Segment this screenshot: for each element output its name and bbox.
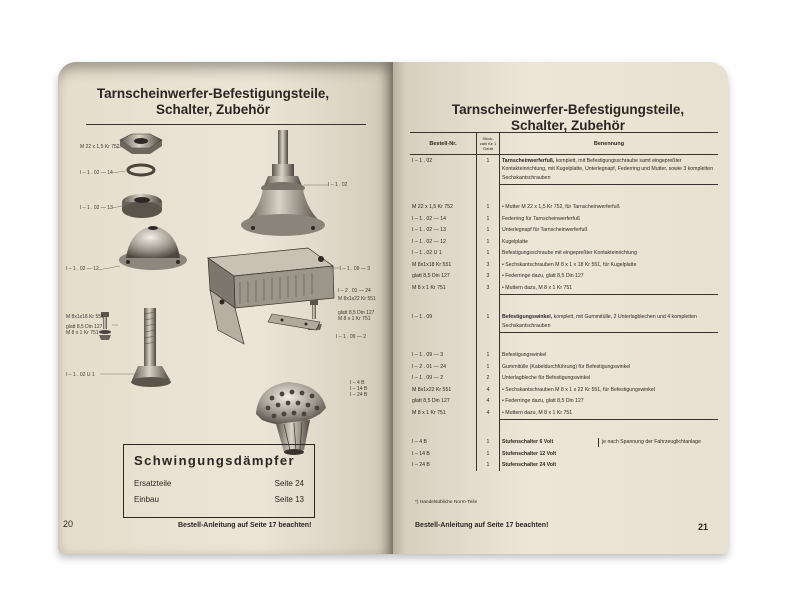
label-screw-a: M 8x1x18 Kr 551 — [66, 314, 104, 320]
label-1-09-2: I – 1 . 09 — 2 — [336, 334, 367, 340]
row-description — [500, 259, 719, 271]
switch-row — [410, 448, 718, 460]
row-description-bold: Befestigungswinkel, — [502, 314, 553, 320]
right-title-line2: Schalter, Zubehör — [510, 118, 626, 133]
table-spacer — [410, 332, 718, 350]
hex-nut-icon — [120, 134, 162, 154]
row-quantity: 4 — [477, 396, 500, 408]
row-quantity: 1 — [477, 213, 500, 225]
table-row — [410, 282, 718, 294]
row-order-number: I – 1 . 09 — 3 — [412, 352, 444, 358]
row-description-text: Befestigungsschraube mit eingepreßter Kontakteinrichtung — [502, 250, 637, 256]
spacer-cell — [410, 184, 477, 202]
label-1-09-3: I – 1 . 09 — 3 — [340, 266, 371, 272]
row-description-text: • Muttern dazu, M 8 x 1 Kr 751 — [502, 284, 573, 291]
table-row — [410, 312, 718, 333]
switch-description — [500, 460, 719, 472]
table-row — [410, 407, 718, 419]
parts-table — [410, 132, 718, 471]
table-row — [410, 384, 718, 396]
table-row — [410, 271, 718, 283]
row-quantity: 2 — [477, 373, 500, 385]
row-order-number: M 8 x 1 Kr 751 — [412, 284, 446, 291]
header-quantity: Stück-zahl für 1 Gerät — [477, 133, 500, 155]
row-description — [500, 312, 719, 333]
right-page — [393, 62, 728, 554]
table-row — [410, 396, 718, 408]
right-page-title — [438, 102, 698, 134]
row-description — [500, 271, 719, 283]
row-quantity: 1 — [477, 202, 500, 214]
row-description-text: Unterlagbleche für Befestigungswinkel — [502, 375, 591, 381]
row-quantity: 3 — [477, 271, 500, 283]
table-row — [410, 350, 718, 362]
row-order-number: M 8x1x18 Kr 551 — [412, 261, 452, 268]
label-switch-24b: I – 24 B — [350, 392, 368, 398]
row-description-text: komplett, mit Befestigungsschraube samt eingepreßter Kontakteinrichtung, mit Kugelplatte, Unterlegnapf, Federring und Mutter, sowie 3 kompletten Sechskantschrauben — [502, 157, 714, 181]
table-spacer — [410, 184, 718, 202]
label-nut-spec: M 22 x 1,5 Kr 752 — [80, 144, 120, 150]
row-description-text: • Mutter M 22 x 1,5 Kr 752, für Tarnscheinwerferfuß — [502, 204, 620, 210]
spacer-cell — [410, 419, 477, 437]
spacer-cell — [410, 294, 477, 312]
left-page-number: 20 — [63, 519, 74, 529]
left-page-footer: Bestell-Anleitung auf Seite 17 beachten! — [178, 522, 312, 529]
left-page — [58, 62, 393, 554]
damper-heading: Schwingungsdämpfer — [134, 453, 295, 468]
row-quantity: 1 — [477, 155, 500, 185]
right-title-line1: Tarnscheinwerfer-Befestigungsteile, — [451, 102, 685, 117]
row-description — [500, 361, 719, 373]
spacer-cell — [477, 184, 500, 202]
row-description — [500, 213, 719, 225]
row-quantity: 4 — [477, 407, 500, 419]
label-washer-a: glatt 8,5 Din 127 — [66, 324, 103, 330]
spacer-cell — [500, 332, 719, 350]
row-order-number: I – 1 . 02 — 12 — [412, 238, 447, 245]
row-quantity: 1 — [477, 248, 500, 260]
row-order-number: M 22 x 1,5 Kr 752 — [412, 204, 453, 210]
header-description: Benennung — [500, 133, 719, 155]
table-row — [410, 236, 718, 248]
spacer-cell — [477, 419, 500, 437]
label-1-02-13: I – 1 . 02 — 13 — [80, 205, 113, 211]
switch-quantity: 1 — [477, 437, 500, 449]
damper-row2-label: Einbau — [134, 495, 159, 504]
row-description — [500, 225, 719, 237]
label-switch-4b: I – 4 B — [350, 380, 365, 386]
switch-quantity: 1 — [477, 460, 500, 472]
row-description-text: • Muttern dazu, M 8 x 1 Kr 751 — [502, 409, 573, 416]
row-order-number: M 8x1x22 Kr 551 — [412, 386, 452, 393]
row-description — [500, 236, 719, 248]
switch-name: Stufenschalter 12 Volt — [502, 450, 557, 457]
footnote: *) Handelsübliche Norm-Teile — [415, 500, 478, 505]
row-order-number: glatt 8,5 Din 127 — [412, 273, 450, 279]
right-page-footer: Bestell-Anleitung auf Seite 17 beachten! — [415, 522, 549, 529]
switch-description — [500, 437, 719, 449]
switch-name: Stufenschalter 24 Volt — [502, 462, 557, 468]
label-1-02: I – 1 . 02 — [328, 182, 348, 188]
label-screw-b: M 8x1x22 Kr 551 — [338, 296, 376, 302]
table-spacer — [410, 294, 718, 312]
row-description-text: Federring für Tarnscheinwerferfuß — [502, 215, 581, 222]
spacer-cell — [500, 184, 719, 202]
table-row — [410, 248, 718, 260]
row-quantity: 1 — [477, 225, 500, 237]
row-quantity: 1 — [477, 350, 500, 362]
label-nut-a: M 8 x 1 Kr 751 — [66, 330, 99, 336]
row-order-number: I – 1 . 09 — 2 — [412, 375, 444, 381]
spacer-cell — [410, 332, 477, 350]
table-row — [410, 373, 718, 385]
switch-row — [410, 460, 718, 472]
table-row — [410, 259, 718, 271]
row-quantity: 1 — [477, 312, 500, 333]
spacer-cell — [500, 419, 719, 437]
row-order-number: I – 2 . 01 — 24 — [412, 363, 447, 370]
row-order-number: I – 1 . 09 — [412, 314, 433, 320]
row-description-text: komplett, mit Gummitülle, 2 Unterlagblechen und 4 kompletten Sechskantschrauben — [502, 314, 697, 329]
switch-order-number: I – 14 B — [412, 450, 430, 457]
label-2-01-24: I – 2 . 01 — 24 — [338, 288, 371, 294]
headlight-foot-icon — [241, 130, 325, 236]
row-description — [500, 282, 719, 294]
row-description-text: • Sechskantschrauben M 8 x 1 x 18 Kr 551, für Kugelplatte — [502, 261, 637, 268]
row-order-number: I – 1 . 02 — [412, 157, 433, 164]
label-1-02-12: I – 1 . 02 — 12 — [66, 266, 99, 272]
label-1-02-u1: I – 1 . 02 U 1 — [66, 372, 95, 378]
row-quantity: 3 — [477, 259, 500, 271]
switch-quantity: 1 — [477, 448, 500, 460]
parts-table-header — [410, 133, 718, 155]
row-quantity: 3 — [477, 282, 500, 294]
table-row — [410, 213, 718, 225]
damper-reference-box — [123, 444, 315, 518]
table-row — [410, 225, 718, 237]
spacer-cell — [477, 332, 500, 350]
row-quantity: 1 — [477, 236, 500, 248]
ball-plate-icon — [119, 226, 187, 270]
switch-row — [410, 437, 718, 449]
row-order-number: I – 1 . 02 U 1 — [412, 250, 442, 256]
row-quantity: 4 — [477, 384, 500, 396]
row-order-number: I – 1 . 02 — 13 — [412, 227, 447, 233]
table-spacer — [410, 419, 718, 437]
right-page-number: 21 — [698, 522, 709, 532]
row-description-bold: Tarnscheinwerferfuß, — [502, 157, 555, 164]
left-title-line1: Tarnscheinwerfer-Befestigungsteile, — [96, 86, 330, 101]
table-row — [410, 202, 718, 214]
row-description-text: Befestigungswinkel — [502, 352, 547, 358]
header-order-number: Bestell-Nr. — [410, 133, 477, 155]
switch-order-number: I – 4 B — [412, 439, 427, 445]
row-description — [500, 384, 719, 396]
row-description — [500, 350, 719, 362]
row-description-text: • Federringe dazu, glatt 8,5 Din 127 — [502, 398, 584, 404]
contact-bolt-icon — [131, 308, 171, 387]
cup-washer-icon — [122, 194, 162, 218]
row-order-number: glatt 8,5 Din 127 — [412, 398, 450, 404]
label-nut-b: M 8 x 1 Kr 751 — [338, 316, 371, 322]
switch-name: Stufenschalter 6 Volt — [502, 439, 554, 445]
row-description-text: Gummitülle (Kabeldurchführung) für Befestigungswinkel — [502, 363, 631, 370]
row-description — [500, 396, 719, 408]
row-description-text: • Sechskantschrauben M 8 x 1 x 22 Kr 551, für Befestigungswinkel — [502, 386, 655, 393]
row-order-number: M 8 x 1 Kr 751 — [412, 409, 446, 416]
damper-row-installation — [134, 495, 304, 504]
row-description — [500, 248, 719, 260]
damper-row1-label: Ersatzteile — [134, 479, 172, 488]
damper-row1-value: Seite 24 — [274, 479, 304, 488]
damper-row2-value: Seite 13 — [274, 495, 304, 504]
table-row — [410, 155, 718, 185]
switch-voltage-note: je nach Spannung der Fahrzeuglichtanlage — [598, 438, 712, 447]
spacer-cell — [500, 294, 719, 312]
row-description — [500, 407, 719, 419]
row-quantity: 1 — [477, 361, 500, 373]
open-book — [58, 62, 728, 554]
left-title-line2: Schalter, Zubehör — [155, 102, 271, 117]
row-description — [500, 373, 719, 385]
damper-row-spare-parts — [134, 479, 304, 488]
row-description-text: Unterlegnapf für Tarnscheinwerferfuß — [502, 227, 588, 233]
label-switch-14b: I – 14 B — [350, 386, 368, 392]
spacer-cell — [477, 294, 500, 312]
switch-order-number: I – 24 B — [412, 462, 430, 468]
row-order-number: I – 1 . 02 — 14 — [412, 215, 447, 222]
row-description-text: Kugelplatte — [502, 238, 528, 245]
label-washer-b: glatt 8,5 Din 127 — [338, 310, 375, 316]
spring-washer-icon — [128, 165, 154, 175]
row-description-text: • Federringe dazu, glatt 8,5 Din 127 — [502, 273, 584, 279]
switch-description — [500, 448, 719, 460]
table-row — [410, 361, 718, 373]
row-description — [500, 155, 719, 185]
label-1-02-14: I – 1 . 02 — 14 — [80, 170, 113, 176]
row-description — [500, 202, 719, 214]
